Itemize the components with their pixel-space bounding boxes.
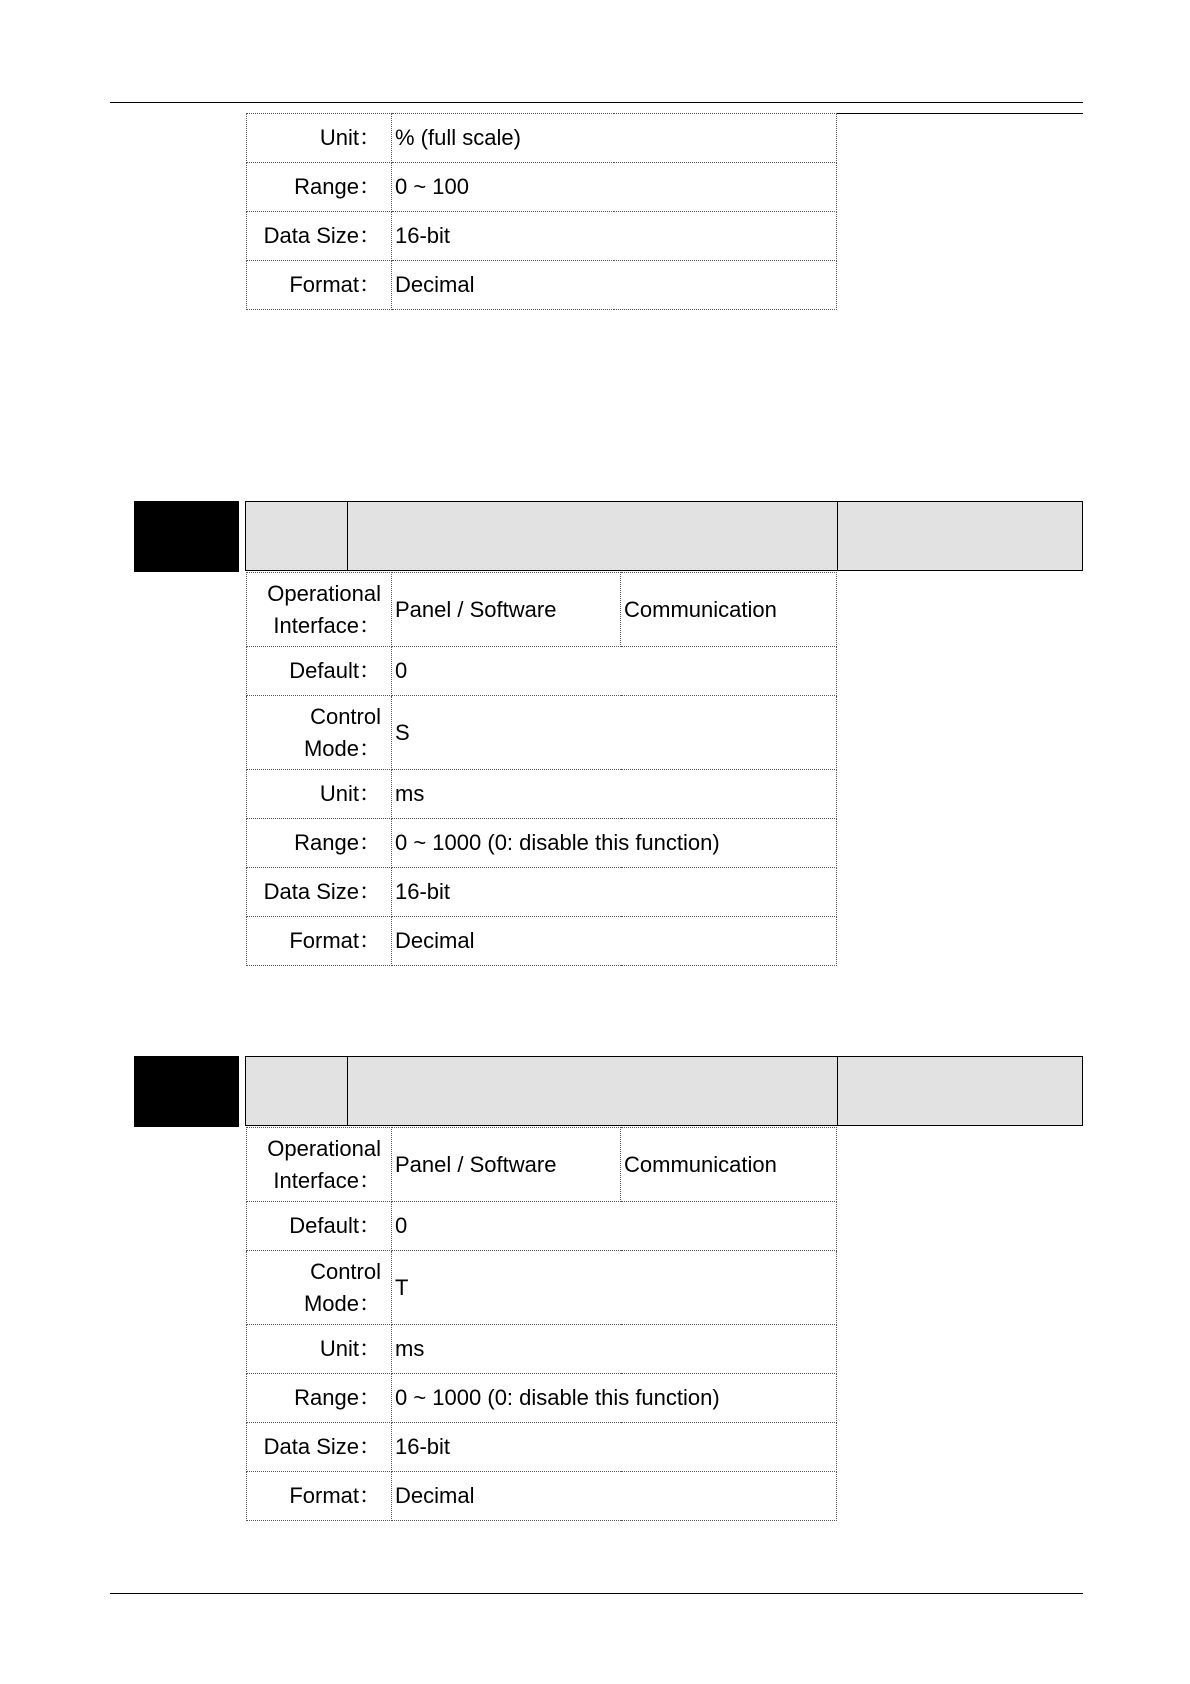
label-line: Interface： bbox=[273, 1167, 381, 1193]
range-value: 0 ~ 1000 (0: disable this function) bbox=[392, 819, 837, 868]
unit-value: ms bbox=[392, 1325, 837, 1374]
format-label: Format： bbox=[247, 261, 392, 310]
format-label: Format： bbox=[247, 917, 392, 966]
communication-cell: Communication bbox=[621, 573, 837, 647]
label-line: Mode： bbox=[303, 735, 381, 761]
header-divider bbox=[837, 1057, 838, 1125]
param-table-1 bbox=[246, 572, 837, 966]
panel-software-cell: Panel / Software bbox=[392, 573, 621, 647]
param-code-block bbox=[134, 501, 239, 572]
data-size-value: 16-bit bbox=[392, 868, 837, 917]
control-mode-value: T bbox=[392, 1251, 837, 1325]
range-value: 0 ~ 1000 (0: disable this function) bbox=[392, 1374, 837, 1423]
range-value: 0 ~ 100 bbox=[392, 163, 837, 212]
header-divider bbox=[347, 502, 348, 570]
default-value: 0 bbox=[392, 1202, 837, 1251]
panel-software-cell: Panel / Software bbox=[392, 1128, 621, 1202]
header-subrule bbox=[837, 113, 1083, 114]
header-rule bbox=[110, 102, 1083, 103]
unit-value: ms bbox=[392, 770, 837, 819]
default-label: Default： bbox=[247, 1202, 392, 1251]
data-size-value: 16-bit bbox=[392, 1423, 837, 1472]
unit-label: Unit： bbox=[247, 770, 392, 819]
param-code-block bbox=[134, 1056, 239, 1127]
range-label: Range： bbox=[247, 819, 392, 868]
label-line: Mode： bbox=[303, 1290, 381, 1316]
range-label: Range： bbox=[247, 163, 392, 212]
control-mode-label bbox=[247, 1251, 392, 1325]
format-label: Format： bbox=[247, 1472, 392, 1521]
operational-interface-label bbox=[247, 573, 392, 647]
operational-interface-label bbox=[247, 1128, 392, 1202]
label-line: Control bbox=[310, 703, 381, 729]
footer-rule bbox=[110, 1593, 1083, 1594]
label-line: Operational bbox=[267, 1135, 381, 1161]
format-value: Decimal bbox=[392, 1472, 837, 1521]
unit-label: Unit： bbox=[247, 1325, 392, 1374]
param-header-box bbox=[245, 501, 1083, 571]
label-line: Operational bbox=[267, 580, 381, 606]
data-size-label: Data Size： bbox=[247, 1423, 392, 1472]
default-value: 0 bbox=[392, 647, 837, 696]
control-mode-label bbox=[247, 696, 392, 770]
data-size-value: 16-bit bbox=[392, 212, 837, 261]
data-size-label: Data Size： bbox=[247, 212, 392, 261]
default-label: Default： bbox=[247, 647, 392, 696]
unit-label: Unit： bbox=[247, 114, 392, 163]
communication-cell: Communication bbox=[621, 1128, 837, 1202]
label-line: Interface： bbox=[273, 612, 381, 638]
param-table-continued bbox=[246, 113, 837, 310]
param-header-box bbox=[245, 1056, 1083, 1126]
range-label: Range： bbox=[247, 1374, 392, 1423]
param-table-2 bbox=[246, 1127, 837, 1521]
format-value: Decimal bbox=[392, 261, 837, 310]
unit-value: % (full scale) bbox=[392, 114, 837, 163]
header-divider bbox=[347, 1057, 348, 1125]
data-size-label: Data Size： bbox=[247, 868, 392, 917]
format-value: Decimal bbox=[392, 917, 837, 966]
header-divider bbox=[837, 502, 838, 570]
label-line: Control bbox=[310, 1258, 381, 1284]
control-mode-value: S bbox=[392, 696, 837, 770]
